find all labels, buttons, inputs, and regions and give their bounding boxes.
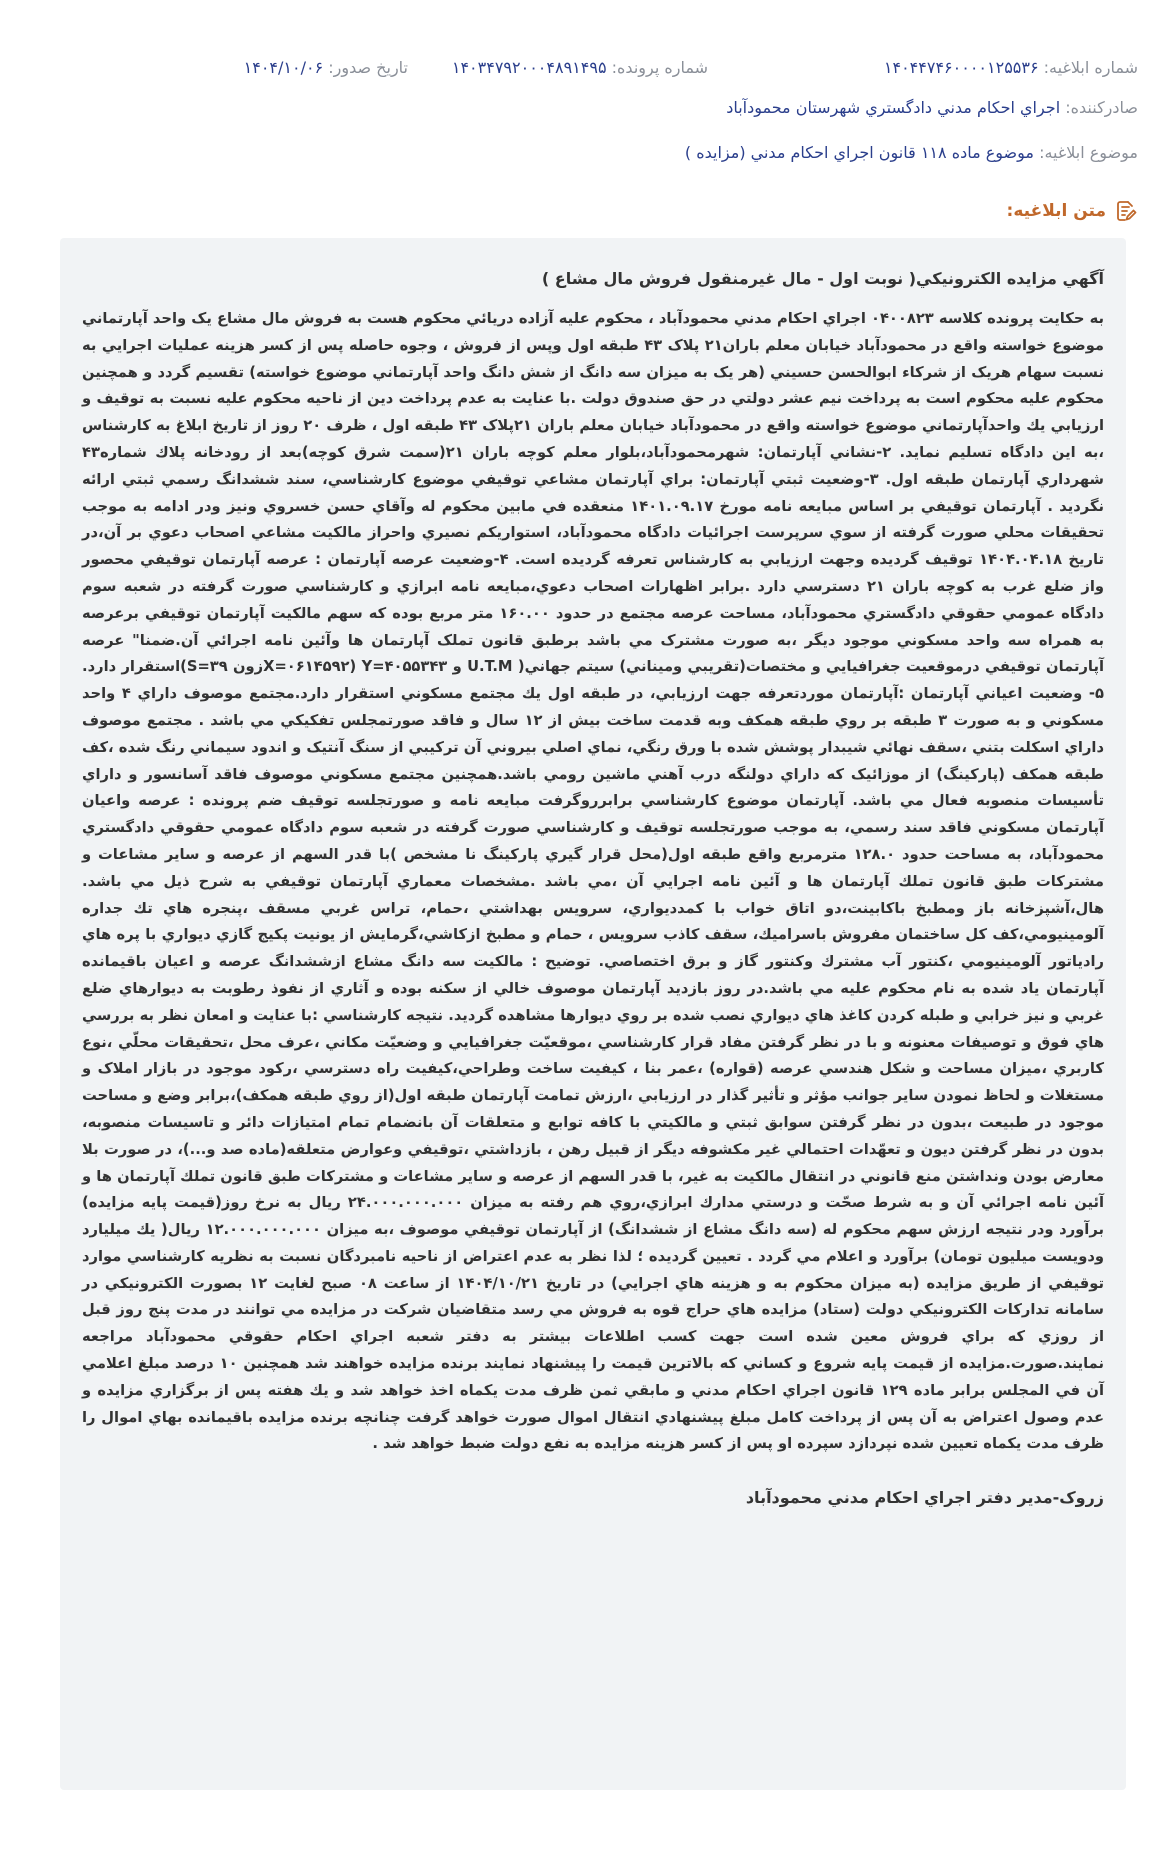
issuer-row: صادرکننده: اجراي احكام مدني دادگستري شهرستان محمودآباد xyxy=(726,98,1138,117)
issue-date: تاريخ صدور: ۱۴۰۴/۱۰/۰۶ xyxy=(243,58,408,77)
notice-body: به حکايت پرونده کلاسه ۰۴۰۰۸۲۳ اجراي احکام مدني محمودآباد ، محکوم عليه آزاده دريائي محکوم هست به فروش مال مشاع يک واحد آپارتماني موضوع خواسته واقع در محمودآباد خيابان معلم باران۲۱ پلاک ۴۳ طبقه اول وپس از فروش ، وجوه حاصله پس از کسر هزينه عمليات اجرايي به نسبت سهام هريک از شرکاء ابوالحسن حسيني (هر يک به ميزان سه دانگ از شش دانگ واحد آپارتماني موضوع خواسته) تقسيم گردد و همچنين محکوم عليه محکوم است به پرداخت نيم عشر دولتي در حق صندوق دولت .با عنايت به عدم پرداخت دين از ناحيه محكوم عليه نسبت به توقيف و ارزيابي يك واحدآپارتماني موضوع خواسته واقع در محمودآباد خيابان معلم باران ۲۱پلاک ۴۳ طبقه اول ، ظرف ۲۰ روز از تاريخ ابلاغ به کارشناس ،به اين دادگاه تسليم نمايد. ۲-نشاني آپارتمان: شهرمحمودآباد،بلوار معلم کوچه باران ۲۱(سمت شرق کوچه)بعد از رودخانه پلاك شماره۴۳ شهرداري آپارتمان طبقه اول. ۳-وضعيت ثبتي آپارتمان: براي آپارتمان مشاعي توقيفي موضوع كارشناسي، سند ششدانگ رسمي ثبتي ارائه نگرديد . آپارتمان توقيفي بر اساس مبايعه نامه مورخ ۱۴۰۱.۰۹.۱۷ منعقده في مابين محکوم له وآقاي حسن خسروي ونيز ودر ادامه به موجب تحقيقات محلي صورت گرفته از سوي سرپرست اجرائيات دادگاه محمودآباد، استواريکم نصيري واحراز مالکيت مشاعي اصحاب دعوي بر آن،در تاريخ ۱۴۰۴.۰۴.۱۸ توقيف گرديده وجهت ارزيابي به كارشناس تعرفه گرديده است. ۴-وضعيت عرصه آپارتمان : عرصه آپارتمان توقيفي محصور واز ضلع غرب به کوچه باران ۲۱ دسترسي دارد .برابر اظهارات اصحاب دعوي،مبايعه نامه ابرازي و کارشناسي صورت گرفته در شعبه سوم دادگاه عمومي حقوقي دادگستري محمودآباد، مساحت عرصه مجتمع در حدود ۱۶۰.۰۰ متر مربع بوده كه سهم مالكيت آپارتمان توقيفي برعرصه به همراه سه واحد مسکوني موجود ديگر ،به صورت مشترک مي باشد برطبق قانون تملک آپارتمان ها وآئين نامه اجرائي آن.ضمنا" عرصه آپارتمان توقيفي درموقعيت جغرافيايي و مختصات(تقريبي وميناني) سيتم جهاني( U.T.M و Y=۴۰۵۵۳۴۳ (X=۰۶۱۴۵۹۲زون S=۳۹)استقرار دارد. ۵- وضعيت اعياني آپارتمان :آپارتمان موردتعرفه جهت ارزيابي، در طبقه اول يك مجتمع مسكوني استقرار دارد.مجتمع موصوف داراي ۴ واحد مسکوني و به صورت ۳ طبقه بر روي طبقه همکف وبه قدمت ساخت بيش از ۱۲ سال و فاقد صورتمجلس تفكيكي مي باشد . مجتمع موصوف داراي اسکلت بتني ،سقف نهائي شيبدار پوشش شده با ورق رنگي، نماي اصلي بيروني آن ترکيبي از سنگ آنتيک و اندود سيماني رنگ شده ،کف طبقه همکف (پارکينگ) از موزائيک که داراي دولنگه درب آهني ماشين رومي باشد.همچنين مجتمع مسکوني موصوف فاقد آسانسور و داراي تأسيسات منصوبه فعال مي باشد. آپارتمان موضوع كارشناسي برابرروگرفت مبايعه نامه و صورتجلسه توقيف ضم پرونده : عرصه واعيان آپارتمان مسکوني فاقد سند رسمي، به موجب صورتجلسه توقيف و كارشناسي صورت گرفته در شعبه سوم دادگاه عمومي حقوقي دادگستري محمودآباد، به مساحت حدود ۱۲۸.۰ مترمربع واقع طبقه اول(محل قرار گيري پارکينگ نا مشخص )با قدر السهم از عرصه و ساير مشاعات و مشتركات طبق قانون تملك آپارتمان ها و آئين نامه اجرايي آن ،مي باشد .مشخصات معماري آپارتمان توقيفي به شرح ذيل مي باشد. هال،آشپزخانه باز ومطبخ باكابينت،دو اتاق خواب با كمدديواري، سرويس بهداشتي ،حمام، تراس غربي مسقف ،پنجره هاي تك جداره آلومينيومي،کف کل ساختمان مفروش باسراميك، سقف كاذب سرويس ، حمام و مطبخ ازكاشي،گرمايش از يونيت پكيج گازي ديواري با پره هاي رادياتور آلومينيومي ،كنتور آب مشترك وكنتور گاز و برق اختصاصي. توضيح : مالکيت سه دانگ مشاع ازششدانگ عرصه و اعيان باقيمانده آپارتمان ياد شده به نام محکوم عليه مي باشد.در روز بازديد آپارتمان موصوف خالي از سکنه بوده و آثاري از نفوذ رطوبت به ديوارهاي ضلع غربي و نيز خرابي و طبله كردن كاغذ هاي ديواري نصب شده بر روي ديوارها مشاهده گرديد. نتيجه كارشناسي :با عنايت و امعان نظر به بررسي هاي فوق و توصيفات معنونه و با در نظر گرفتن مفاد قرار كارشناسي ،موقعيّت جغرافيايي و وضعيّت مكاني ،عرف محل ،تحقيقات محلّي ،نوع كاربري ،ميزان مساحت و شكل هندسي عرصه (قواره) ،عمر بنا ، كيفيت ساخت وطراحي،كيفيت راه دسترسي ،ركود موجود در بازار املاک و مستغلات و لحاظ نمودن ساير جوانب مؤثر و تأثير گذار در ارزيابي ،ارزش تمامت آپارتمان طبقه اول(از روي طبقه همکف)،برابر وضع و مساحت موجود در طبيعت ،بدون در نظر گرفتن سوابق ثبتي و مالكيتي با كافه توابع و متعلقات آن بانضمام تمام امتيازات دائر و تاسيسات منصوبه، بدون در نظر گرفتن ديون و تعهّدات احتمالي غير مكشوفه ديگر از قبيل رهن ، بازداشتي ،توقيفي وعوارض متعلقه(ماده صد و...)، در صورت بلا معارض بودن ونداشتن منع قانوني در انتقال مالكيت به غير، با قدر السهم از عرصه و ساير مشاعات و مشتركات طبق قانون تملك آپارتمان ها و آئين نامه اجرائي آن و به شرط صحّت و درستي مدارك ابرازي،روي هم رفته به ميزان ۲۴.۰۰۰.۰۰۰.۰۰۰ ريال به نرخ روز(قيمت پايه مزايده) برآورد ودر نتيجه ارزش سهم محکوم له (سه دانگ مشاع از ششدانگ) از آپارتمان توقيفي موصوف ،به ميزان ۱۲.۰۰۰.۰۰۰.۰۰۰ ريال( يك ميلیارد ودويست ميليون تومان) برآورد و اعلام مي گردد . تعيين گرديده ؛ لذا نظر به عدم اعتراض از ناحيه نامبردگان نسبت به نظريه كارشناسي موارد توقيفي از طريق مزايده (به ميزان محکوم به و هزينه هاي اجرايي) در تاريخ ۱۴۰۴/۱۰/۲۱ از ساعت ۰۸ صبح لغايت ۱۲ بصورت الكترونيكي در سامانه تداركات الكترونيكي دولت (ستاد) مزايده هاي حراج قوه به فروش مي رسد متقاضيان شركت در مزايده مي توانند در مدت پنج روز قبل از روزي كه براي فروش معين شده است جهت كسب اطلاعات بيشتر به دفتر شعبه اجراي احكام حقوقي محمودآباد مراجعه نمايند.صورت.مزايده از قيمت پايه شروع و كساني كه بالاترين قيمت را پيشنهاد نمايند برنده مزايده خواهند شد همچنين ۱۰ درصد مبلغ اعلامي آن في المجلس برابر ماده ۱۲۹ قانون اجراي احكام مدني و مابقي ثمن ظرف مدت يكماه اخذ خواهد شد و يك هفته پس از برگزاري مزايده و عدم وصول اعتراض به آن پس از پرداخت كامل مبلغ پيشنهادي انتقال اموال صورت خواهد گرفت چنانچه برنده مزايده باقيمانده بهاي اموال را ظرف مدت يكماه تعيين شده نپردازد سپرده او پس از كسر هزينه مزايده به نفع دولت ضبط خواهد شد . xyxy=(82,310,1105,1453)
subject-row: موضوع ابلاغيه: موضوع ماده ۱۱۸ قانون اجراي احكام مدني (مزايده ) xyxy=(684,143,1138,162)
header-row xyxy=(36,58,1138,82)
section-title: متن ابلاغيه: xyxy=(1006,201,1106,221)
document-edit-icon xyxy=(1114,199,1138,223)
section-header xyxy=(1007,199,1138,223)
case-number: شماره پرونده: ۱۴۰۳۴۷۹۲۰۰۰۴۸۹۱۴۹۵ xyxy=(451,58,708,77)
notice-title: آگهي مزايده الکترونيکي( نوبت اول - مال غيرمنقول فروش مال مشاع ) xyxy=(541,269,1104,288)
notice-signature: زروک-مدير دفتر اجراي احكام مدني محمودآباد xyxy=(745,1488,1104,1508)
notice-number: شماره ابلاغيه: ۱۴۰۴۴۷۴۶۰۰۰۰۱۲۵۵۳۶ xyxy=(883,58,1138,77)
notice-text-box xyxy=(60,238,1126,1790)
